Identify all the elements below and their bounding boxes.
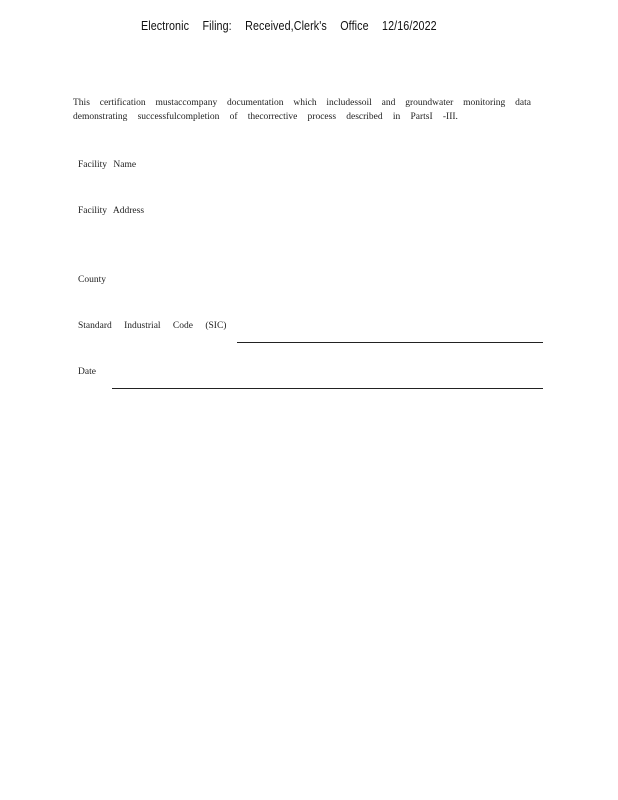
header-part: Filing:: [202, 19, 232, 33]
sic-label: Standard Industrial Code (SIC): [78, 321, 227, 331]
instruction-word: process: [307, 112, 337, 122]
instruction-word: which: [293, 98, 317, 108]
filing-stamp-header: [141, 19, 437, 33]
instruction-word: data: [515, 98, 531, 108]
facility-address-label: Facility Address: [78, 206, 145, 216]
instruction-line-1: [73, 96, 531, 110]
instruction-word: mustaccompany: [155, 98, 218, 108]
instruction-word: -III.: [442, 112, 458, 122]
date-entry-line[interactable]: [112, 388, 543, 389]
instruction-word: thecorrective: [247, 112, 298, 122]
instruction-word: certification: [99, 98, 146, 108]
instruction-word: includessoil: [326, 98, 372, 108]
header-part: Office: [340, 19, 369, 33]
instruction-word: monitoring: [463, 98, 506, 108]
county-label: County: [78, 275, 106, 285]
header-part: Electronic: [141, 19, 190, 33]
instruction-word: documentation: [227, 98, 284, 108]
instruction-word: PartsI: [410, 112, 433, 122]
instruction-word: demonstrating: [73, 112, 128, 122]
sic-entry-line[interactable]: [237, 342, 543, 343]
instruction-word: successfulcompletion: [137, 112, 220, 122]
instruction-word: described: [346, 112, 383, 122]
instruction-word: This: [73, 98, 90, 108]
facility-name-label: Facility Name: [78, 160, 137, 170]
header-date: 12/16/2022: [382, 19, 437, 33]
date-label: Date: [78, 367, 96, 377]
instruction-word: and: [381, 98, 396, 108]
header-part: Received,Clerk's: [245, 19, 327, 33]
instruction-line-2: [73, 110, 458, 124]
instruction-word: groundwater: [405, 98, 454, 108]
instruction-word: of: [229, 112, 238, 122]
instruction-word: in: [392, 112, 401, 122]
